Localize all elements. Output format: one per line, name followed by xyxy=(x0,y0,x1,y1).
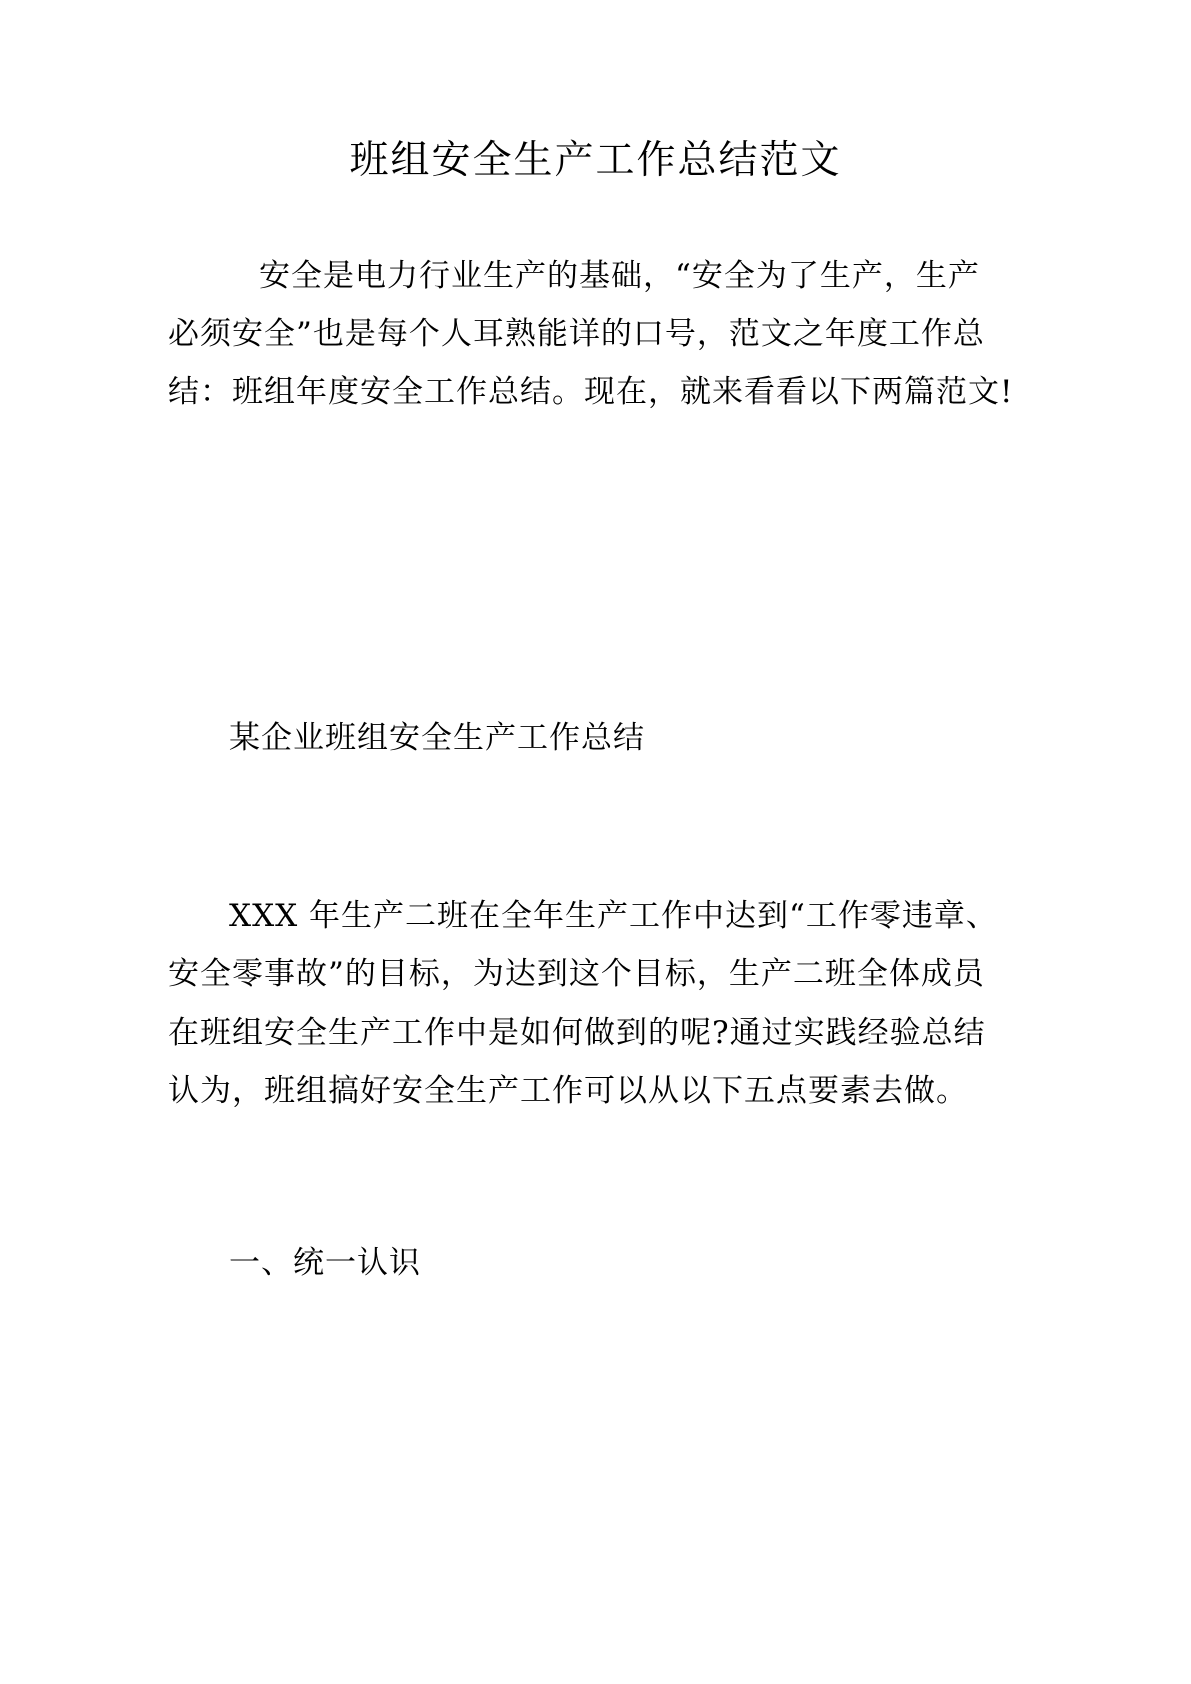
body-line-3: 在班组安全生产工作中是如何做到的呢?通过实践经验总结 xyxy=(168,1015,986,1051)
body-line-4: 认为，班组搞好安全生产工作可以从以下五点要素去做。 xyxy=(168,1073,968,1109)
article-subtitle: 某企业班组安全生产工作总结 xyxy=(229,720,645,756)
intro-line-1: 安全是电力行业生产的基础，“安全为了生产，生产 xyxy=(259,258,980,294)
intro-line-3: 结：班组年度安全工作总结。现在，就来看看以下两篇范文! xyxy=(168,374,1014,410)
document-title: 班组安全生产工作总结范文 xyxy=(349,138,842,183)
intro-line-2: 必须安全”也是每个人耳熟能详的口号，范文之年度工作总 xyxy=(168,316,985,352)
body-line-1: XXX 年生产二班在全年生产工作中达到“工作零违章、 xyxy=(229,898,998,934)
body-line-2: 安全零事故”的目标，为达到这个目标，生产二班全体成员 xyxy=(168,956,985,992)
section-heading: 一、统一认识 xyxy=(229,1245,421,1281)
